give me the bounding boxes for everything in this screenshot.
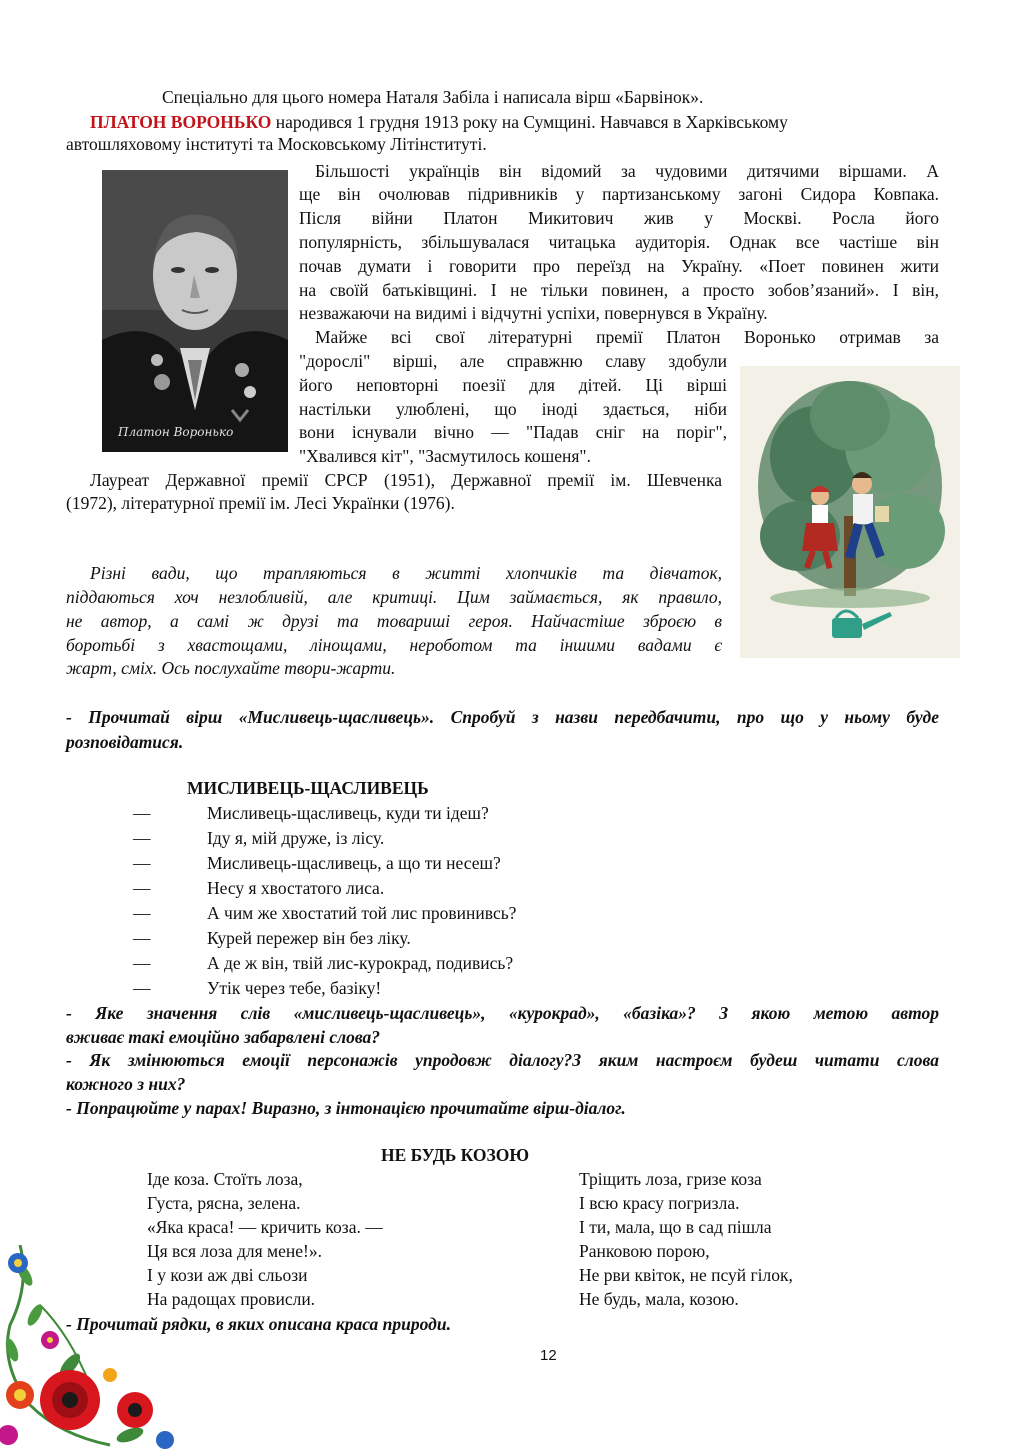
bio-line: Більшості українців він відомий за чудовими дитячими віршами. А: [315, 161, 939, 181]
poem-line: Тріщить лоза, гризе коза: [579, 1169, 762, 1189]
bio-line: почав думати і говорити про переїзд на Україну. «Поет повинен жити: [299, 256, 939, 276]
bio-line: "Хвалився кіт", "Засмутилось кошеня".: [299, 446, 591, 466]
poem-line: І всю красу погризла.: [579, 1193, 740, 1213]
intro-line: Спеціально для цього номера Наталя Забіла і написала вірш «Барвінок».: [162, 87, 704, 107]
poem-line: Ця вся лоза для мене!».: [147, 1241, 322, 1261]
humor-line: Різні вади, що трапляються в житті хлопчиків та дівчаток,: [90, 563, 722, 583]
floral-ornament: [0, 1245, 200, 1450]
task-instruction: - Прочитай рядки, в яких описана краса природи.: [66, 1314, 451, 1334]
bio-line: Після війни Платон Микитович жив у Москві. Росла його: [299, 208, 939, 228]
dialogue-dash: —: [133, 878, 151, 898]
children-tree-illustration: [740, 366, 960, 658]
poem-line: Несу я хвостатого лиса.: [207, 878, 385, 898]
poem-line: Не рви квіток, не псуй гілок,: [579, 1265, 793, 1285]
dialogue-dash: —: [133, 978, 151, 998]
portrait-photo: [102, 170, 288, 452]
bio-line: популярність, збільшувалася читацька аудиторія. Однак все частіше він: [299, 232, 939, 252]
dialogue-dash: —: [133, 928, 151, 948]
dialogue-dash: —: [133, 803, 151, 823]
poem-line: Іде коза. Стоїть лоза,: [147, 1169, 303, 1189]
author-name: ПЛАТОН ВОРОНЬКО: [90, 112, 272, 132]
question-line: - Попрацюйте у парах! Виразно, з інтонацією прочитайте вірш-діалог.: [66, 1098, 626, 1118]
humor-line: піддаються хоч незлобливій, але критиці. Цим займається, як правило,: [66, 587, 722, 607]
dialogue-dash: —: [133, 903, 151, 923]
bio-line: настільки улюблені, що іноді здається, ніби: [299, 399, 727, 419]
poem-line: І ти, мала, що в сад пішла: [579, 1217, 772, 1237]
bio-line: "дорослі" вірші, але справжню славу здобули: [299, 351, 727, 371]
laureate-line: Лауреат Державної премії СРСР (1951), Державної премії ім. Шевченка: [90, 470, 722, 490]
poem-line: На радощах провисли.: [147, 1289, 316, 1309]
poem-line: Не будь, мала, козою.: [579, 1289, 739, 1309]
question-line: вживає такі емоційно забарвлені слова?: [66, 1027, 381, 1047]
bio-line: незважаючи на видимі і відчутні успіхи, повернувся в Україну.: [299, 303, 768, 323]
page-number: 12: [540, 1347, 557, 1364]
embroidery-flowers-icon: [0, 1245, 200, 1450]
question-line: кожного з них?: [66, 1074, 186, 1094]
laureate-line: (1972), літературної премії ім. Лесі Українки (1976).: [66, 493, 455, 513]
dialogue-dash: —: [133, 953, 151, 973]
bio-line: на своїй батьківщині. І не тільки повинен, а просто зобов’язаний». І він,: [299, 280, 939, 300]
humor-line: боротьбі з хвастощами, лінощами, нероботом та іншими вадами є: [66, 635, 722, 655]
question-line: - Яке значення слів «мисливець-щасливець», «курокрад», «базіка»? З якою метою автор: [66, 1003, 939, 1023]
poem-line: А чим же хвостатий той лис провинивсь?: [207, 903, 517, 923]
dialogue-dash: —: [133, 853, 151, 873]
bio-line: Майже всі свої літературні премії Платон Воронько отримав за: [315, 327, 939, 347]
intro-education-line: автошляховому інституті та Московському Літінституті.: [66, 134, 487, 154]
poem-line: Густа, рясна, зелена.: [147, 1193, 301, 1213]
poem-line: Курей пережер він без ліку.: [207, 928, 411, 948]
tree-children-drawing: [740, 366, 960, 658]
poem-line: Іду я, мій друже, із лісу.: [207, 828, 385, 848]
poem-line: Мисливець-щасливець, а що ти несеш?: [207, 853, 501, 873]
poem-line: А де ж він, твій лис-курокрад, подивись?: [207, 953, 514, 973]
poem-title: НЕ БУДЬ КОЗОЮ: [381, 1145, 530, 1165]
poem-line: «Яка краса! — кричить коза. —: [147, 1217, 383, 1237]
intro-author-line: [90, 111, 788, 133]
bio-line: ще він очолював підривників у партизанському загоні Сидора Ковпака.: [299, 184, 939, 204]
task-instruction: - Прочитай вірш «Мисливець-щасливець». Спробуй з назви передбачити, про що у ньому буде: [66, 707, 939, 727]
author-birth-text: народився 1 грудня 1913 року на Сумщині. Навчався в Харківському: [271, 112, 788, 132]
humor-line: жарт, сміх. Ось послухайте твори-жарти.: [66, 658, 396, 678]
poem-line: Ранковою порою,: [579, 1241, 710, 1261]
poem-line: Утік через тебе, базіку!: [207, 978, 382, 998]
dialogue-dash: —: [133, 828, 151, 848]
humor-line: не автор, а самі ж друзі та товариші героя. Найчастіше зброєю в: [66, 611, 722, 631]
portrait-signature: Платон Воронько: [118, 425, 234, 439]
task-instruction: розповідатися.: [66, 732, 184, 752]
bio-line: вони існували вічно — "Падав сніг на поріг",: [299, 422, 727, 442]
poem-line: Мисливець-щасливець, куди ти ідеш?: [207, 803, 489, 823]
question-line: - Як змінюються емоції персонажів упродовж діалогу?З яким настроєм будеш читати слова: [66, 1050, 939, 1070]
poem-line: І у кози аж дві сльози: [147, 1265, 308, 1285]
bio-line: його неповторні поезії для дітей. Ці вірші: [299, 375, 727, 395]
portrait-illustration: [102, 170, 288, 452]
poem-title: МИСЛИВЕЦЬ-ЩАСЛИВЕЦЬ: [187, 778, 429, 798]
